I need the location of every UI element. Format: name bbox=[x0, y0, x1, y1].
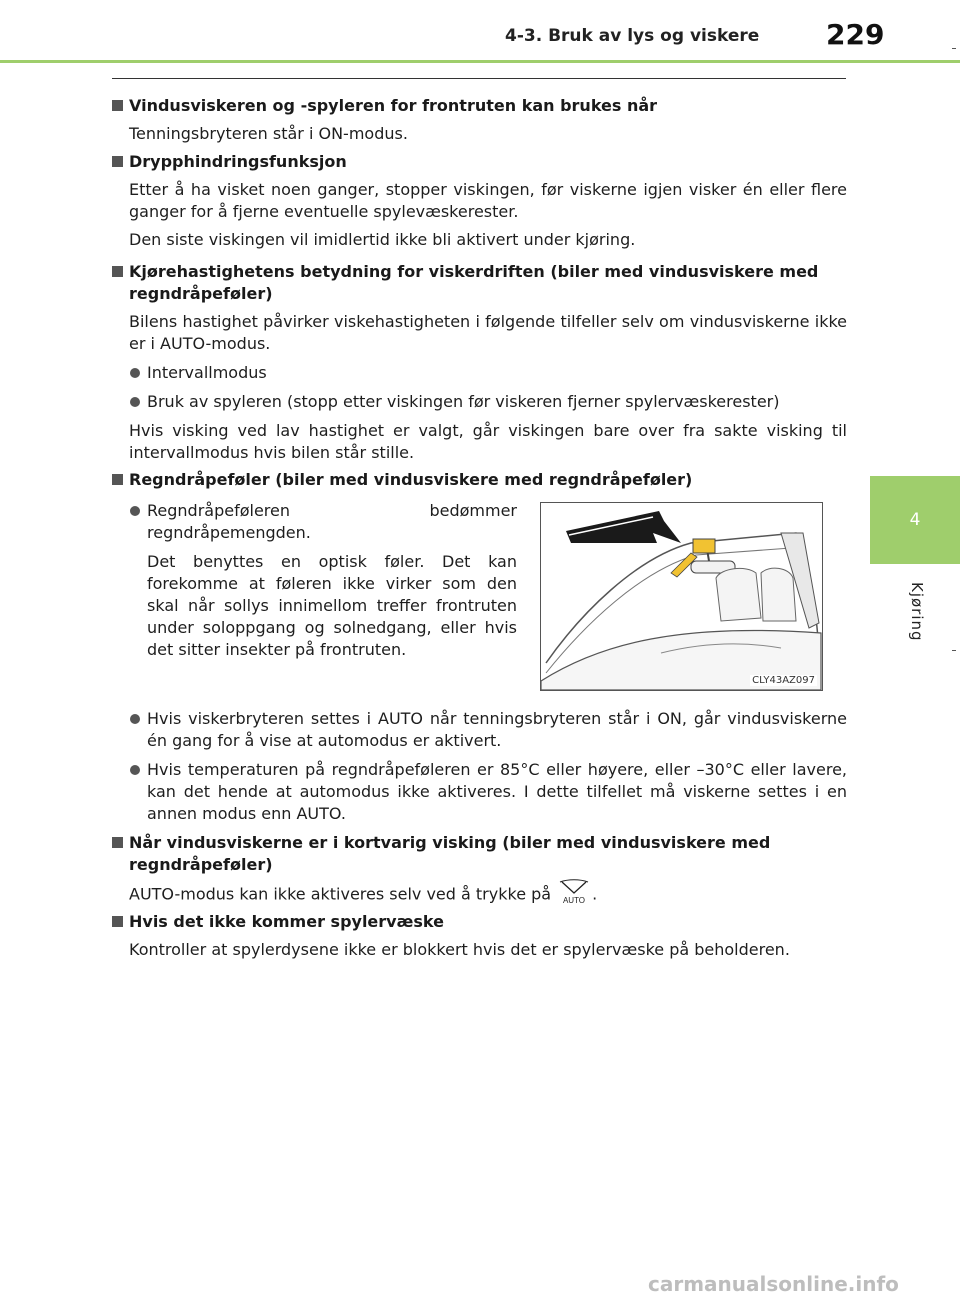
edge-tick bbox=[952, 48, 956, 49]
image-code: CLY43AZ097 bbox=[752, 675, 815, 686]
section-wiper-usable bbox=[112, 95, 847, 145]
section-heading: Regndråpeføler (biler med vindusviskere med regndråpeføler) bbox=[112, 469, 847, 491]
list-item: Hvis temperaturen på regndråpeføleren er 85°C eller høyere, eller –30°C eller lavere, kan det hende at automodus ikke aktiveres. I dette tilfellet må viskerne settes i en annen modus enn AUTO. bbox=[129, 759, 847, 825]
section-drip-prevention bbox=[112, 151, 847, 251]
section-rain-sensor bbox=[112, 469, 847, 491]
section-speed-effect bbox=[112, 261, 847, 464]
section-heading: Hvis det ikke kommer spylervæske bbox=[112, 911, 847, 933]
section-text: Kontroller at spylerdysene ikke er blokkert hvis det er spylervæske på beholderen. bbox=[129, 940, 790, 959]
edge-tick bbox=[952, 650, 956, 651]
section-text: Den siste viskingen vil imidlertid ikke bli aktivert under kjøring. bbox=[129, 230, 636, 249]
header-divider bbox=[0, 60, 960, 63]
rain-sensor-notes bbox=[129, 708, 847, 825]
section-text: Det benyttes en optisk føler. Det kan forekomme at føleren ikke virker som den skal når sollys innimellom treffer frontruten under soloppgang og solnedgang, eller hvis det sitter insekter på frontruten. bbox=[147, 552, 517, 659]
section-short-wipe bbox=[112, 832, 847, 908]
list-item: Hvis viskerbryteren settes i AUTO når tenningsbryteren står i ON, går vindusviskerne én gang for å vise at automodus er aktivert. bbox=[129, 708, 847, 752]
rain-sensor-description bbox=[129, 500, 517, 661]
list-item: Bruk av spyleren (stopp etter viskingen før viskeren fjerner spylervæskerester) bbox=[129, 391, 847, 413]
section-heading: Vindusviskeren og -spyleren for frontruten kan brukes når bbox=[112, 95, 847, 117]
section-text: Etter å ha visket noen ganger, stopper viskingen, før viskerne igjen visker én eller flere ganger for å fjerne eventuelle spylevæskerester. bbox=[129, 180, 847, 221]
content-divider bbox=[112, 78, 846, 79]
section-heading: Kjørehastighetens betydning for viskerdriften (biler med vindusviskere med regndråpeføler) bbox=[112, 261, 847, 305]
list-item: Intervallmodus bbox=[129, 362, 847, 384]
sentence-end: . bbox=[592, 884, 598, 904]
section-text: Bilens hastighet påvirker viskehastigheten i følgende tilfeller selv om vindusviskerne ikke er i AUTO-modus. bbox=[129, 312, 847, 353]
rain-sensor-illustration bbox=[540, 502, 823, 691]
section-text: Tenningsbryteren står i ON-modus. bbox=[129, 124, 408, 143]
page-number: 229 bbox=[826, 18, 885, 51]
windshield-sensor-drawing bbox=[541, 503, 822, 690]
section-title: 4-3. Bruk av lys og viskere bbox=[505, 26, 760, 46]
watermark: carmanualsonline.info bbox=[648, 1272, 899, 1296]
section-text bbox=[129, 882, 847, 908]
auto-icon-label: AUTO bbox=[563, 896, 586, 905]
wiper-auto-icon bbox=[556, 879, 592, 905]
section-heading: Når vindusviskerne er i kortvarig visking (biler med vindusviskere med regndråpeføler) bbox=[112, 832, 847, 876]
short-wipe-text: AUTO-modus kan ikke aktiveres selv ved å trykke på bbox=[129, 884, 552, 904]
section-text: Hvis visking ved lav hastighet er valgt, går viskingen bare over fra sakte visking til intervallmodus hvis bilen står stille. bbox=[129, 421, 847, 462]
section-no-washer-fluid bbox=[112, 911, 847, 961]
chapter-label: Kjøring bbox=[908, 582, 926, 642]
section-heading: Drypphindringsfunksjon bbox=[112, 151, 847, 173]
chapter-number: 4 bbox=[909, 510, 921, 530]
chapter-tab[interactable] bbox=[870, 476, 960, 564]
list-item: Regndråpeføleren bedømmer regndråpemengden. bbox=[129, 500, 517, 544]
